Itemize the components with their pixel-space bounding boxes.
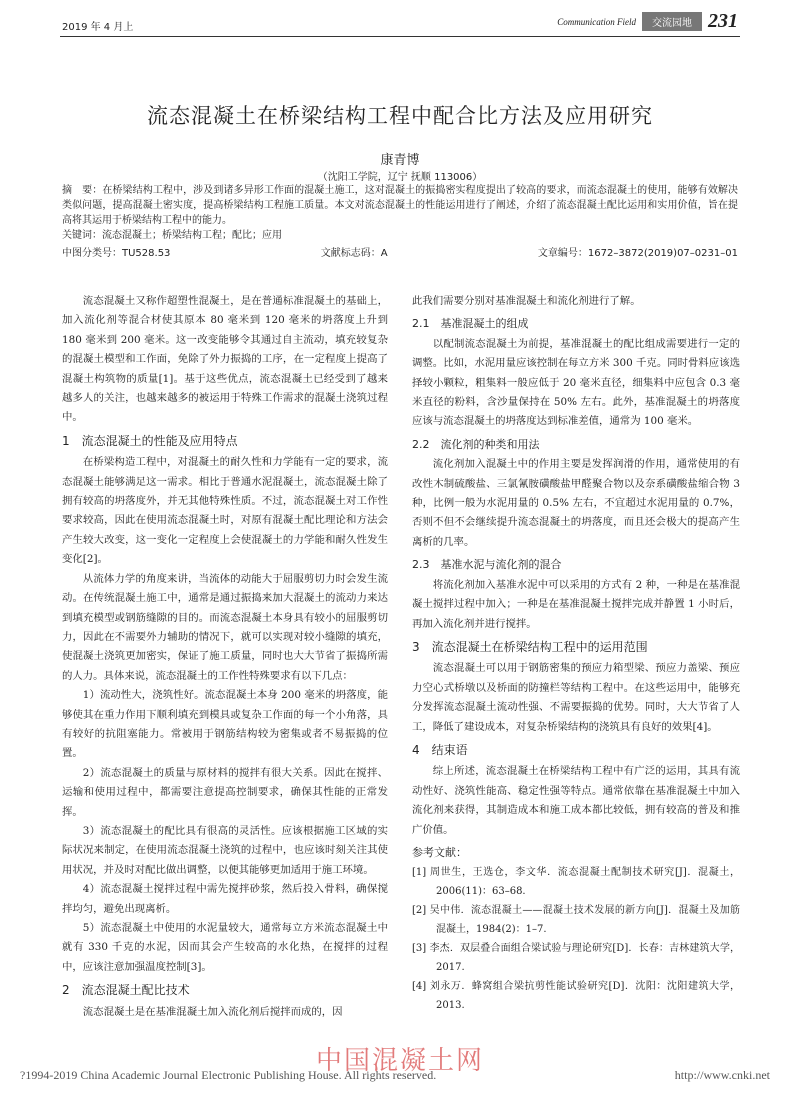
- paragraph: 1）流动性大，浇筑性好。流态混凝土本身 200 毫米的坍落度，能够使其在重力作用下顺利填充到模具或复杂工作面的每一个小角落，具有较好的抗阻塞能力。常被用于钢筋结构较为密集或者不易振捣的位置。: [62, 689, 388, 760]
- paragraph: 3）流态混凝土的配比具有很高的灵活性。应该根据施工区域的实际状况来制定，在使用流态混凝土浇筑的过程中，也应该时刻关注其使用状况，并及时对配比做出调整，以便其能够更加适用于施工环境。: [62, 824, 388, 876]
- copyright-text: ?1994-2019 China Academic Journal Electronic Publishing House. All rights reserved.: [20, 1068, 437, 1082]
- paragraph: 流态混凝土可以用于钢筋密集的预应力箱型梁、预应力盖梁、预应力空心式桥墩以及桥面的防撞栏等结构工程中。在这些运用中，能够充分发挥流态混凝土流动性强、不需要振捣的优势。同时，大大节省了人工，降低了建设成本，对复杂桥梁结构的浇筑具有良好的效果[4]。: [412, 662, 740, 733]
- right-column: [412, 292, 740, 1015]
- document-code: 文献标志码：A: [320, 248, 388, 259]
- section-heading: 1 流态混凝土的性能及应用特点: [62, 433, 238, 448]
- paragraph: 2）流态混凝土的质量与原材料的搅拌有很大关系。因此在搅拌、运输和使用过程中，都需要注意提高控制要求，确保其性能的正常发挥。: [62, 766, 388, 818]
- page-footer: [20, 1068, 770, 1083]
- paragraph: 流态混凝土是在基准混凝土加入流化剂后搅拌而成的，因: [82, 1005, 343, 1018]
- subsection-heading: 2.3 基准水泥与流化剂的混合: [412, 558, 562, 572]
- abstract-block: [62, 183, 738, 243]
- references-heading: 参考文献：: [412, 845, 467, 859]
- page-number: 231: [708, 10, 738, 32]
- section-heading: 2 流态混凝土配比技术: [62, 983, 190, 998]
- paragraph: 流态混凝土又称作超塑性混凝土，是在普通标准混凝土的基础上，加入流化剂等混合材使其原本 80 毫米到 120 毫米的坍落度上升到 180 毫米到 200 毫米。这一改变能够令其通过自主流动，填充较复杂的混凝土模型和工作面，免除了外力振捣的工序，在一定程度上提高了混凝土构筑物的质量[1]。基于这些优点，流态混凝土已经受到了越来越多人的关注，也越来越多的被运用于特殊工作需求的混凝土浇筑过程中。: [62, 295, 388, 424]
- affiliation: （沈阳工学院，辽宁 抚顺 113006）: [317, 172, 483, 183]
- footer-url: http://www.cnki.net: [674, 1068, 770, 1082]
- reference-item: [3] 李杰．双层叠合面组合梁试验与理论研究[D]．长春：吉林建筑大学，2017.: [412, 943, 740, 974]
- paragraph: 4）流态混凝土搅拌过程中需先搅拌砂浆，然后投入骨料，确保搅拌均匀，避免出现离析。: [62, 883, 388, 915]
- paragraph: 以配制流态混凝土为前提，基准混凝土的配比组成需要进行一定的调整。比如，水泥用量应该控制在每立方米 300 千克。同时骨料应该选择较小颗粒，粗集料一般应低于 20 毫米直径，细集料中应包含 0.3 毫米直径的粉料，含沙量保持在 50% 左右。此外，基准混凝土的坍落度应该与流态混凝土的坍落度达到标准差值，通常为 100 毫米。: [412, 337, 740, 428]
- running-header: [557, 10, 738, 33]
- classification-row: [62, 244, 738, 259]
- reference-item: [4] 刘永万．蜂窝组合梁抗剪性能试验研究[D]．沈阳：沈阳建筑大学，2013.: [412, 981, 740, 1012]
- header-rule: [60, 36, 740, 37]
- reference-item: [2] 吴中伟．流态混凝土——混凝土技术发展的新方向[J]．混凝土及加筋混凝土，1984(2)：1–7.: [412, 905, 740, 936]
- journal-field: Communication Field: [557, 16, 636, 27]
- left-column: [62, 292, 388, 1022]
- reference-item: [1] 周世生，王选仓，李文华．流态混凝土配制技术研究[J]．混凝土，2006(11)：63–68.: [412, 867, 740, 898]
- keywords: 关键词：流态混凝土；桥梁结构工程；配比；应用: [62, 230, 282, 241]
- paragraph: 流化剂加入混凝土中的作用主要是发挥润滑的作用，通常使用的有改性木制硫酸盐、三氯氰胺磺酸盐甲醛聚合物以及奈系磺酸盐缩合物 3 种，比例一般为水泥用量的 0.5% 左右，不宜超过水泥用量的 0.7%，否则不但不会继续提升流态混凝土的坍落度，而且还会极大的提高产生离析的几率。: [412, 458, 740, 548]
- section-heading: 3 流态混凝土在桥梁结构工程中的运用范围: [412, 639, 648, 654]
- section-tag: 交流园地: [642, 12, 702, 31]
- paragraph: 在桥梁构造工程中，对混凝土的耐久性和力学能有一定的要求，流态混凝土能够满足这一需求。相比于普通水泥混凝土，流态混凝土除了拥有较高的坍落度外，并无其他特殊性质。不过，流态混凝土对工作性要求较高，因此在使用流态混凝土时，对原有混凝土配比理论和方法会产生较大改变，这一变化一定程度上会使混凝土的力学能和耐久性发生变化[2]。: [62, 456, 388, 566]
- author-name: 康青博: [380, 153, 420, 168]
- watermark-logo: 中国混凝土网: [315, 1046, 484, 1076]
- article-number: 文章编号：1672–3872(2019)07–0231–01: [537, 248, 738, 259]
- abstract-text: 摘 要：在桥梁结构工程中，涉及到诸多异形工作面的混凝土施工，这对混凝土的振捣密实程度提出了较高的要求，而流态混凝土的使用，能够有效解决类似问题，提高混凝土密实度，提高桥梁结构工程施工质量。本文对流态混凝土的性能运用进行了阐述，介绍了流态混凝土配比运用和实用价值，旨在提高将其运用于桥梁结构工程中的能力。: [62, 185, 738, 226]
- clc-number: 中图分类号：TU528.53: [62, 248, 171, 259]
- paper-title: 流态混凝土在桥梁结构工程中配合比方法及应用研究: [147, 104, 653, 128]
- section-heading: 4 结束语: [412, 742, 468, 757]
- paragraph: 5）流态混凝土中使用的水泥量较大，通常每立方米流态混凝土中就有 330 千克的水泥，因而其会产生较高的水化热，在搅拌的过程中，应该注意加强温度控制[3]。: [62, 922, 388, 973]
- subsection-heading: 2.2 流化剂的种类和用法: [412, 437, 540, 451]
- issue-date: 2019 年 4 月上: [62, 22, 134, 33]
- paragraph: 综上所述，流态混凝土在桥梁结构工程中有广泛的运用，其具有流动性好、浇筑性能高、稳定性强等特点。通常依靠在基准混凝土中加入流化剂来获得，其制造成本和施工成本都比较低，拥有较高的普及和推广价值。: [412, 765, 740, 836]
- reference-list: [412, 863, 740, 1015]
- subsection-heading: 2.1 基准混凝土的组成: [412, 317, 529, 331]
- paragraph: 将流化剂加入基准水泥中可以采用的方式有 2 种，一种是在基准混凝土搅拌过程中加入；一种是在基准混凝土搅拌完成并静置 1 小时后，再加入流化剂并进行搅拌。: [412, 578, 740, 630]
- paragraph: 从流体力学的角度来讲，当流体的动能大于屈服剪切力时会发生流动。在传统混凝土施工中，通常是通过振捣来加大混凝土的流动力来达到填充模型或钢筋缝隙的目的。而流态混凝土本身具有较小的屈服剪切力，因此在不需要外力辅助的情况下，就可以实现对较小缝隙的填充，使混凝土浇筑更加密实，保证了施工质量，同时也大大节省了振捣所需的人力。具体来说，流态混凝土的工作性特殊要求有以下几点：: [62, 572, 388, 682]
- paragraph: 此我们需要分别对基准混凝土和流化剂进行了解。: [412, 295, 641, 307]
